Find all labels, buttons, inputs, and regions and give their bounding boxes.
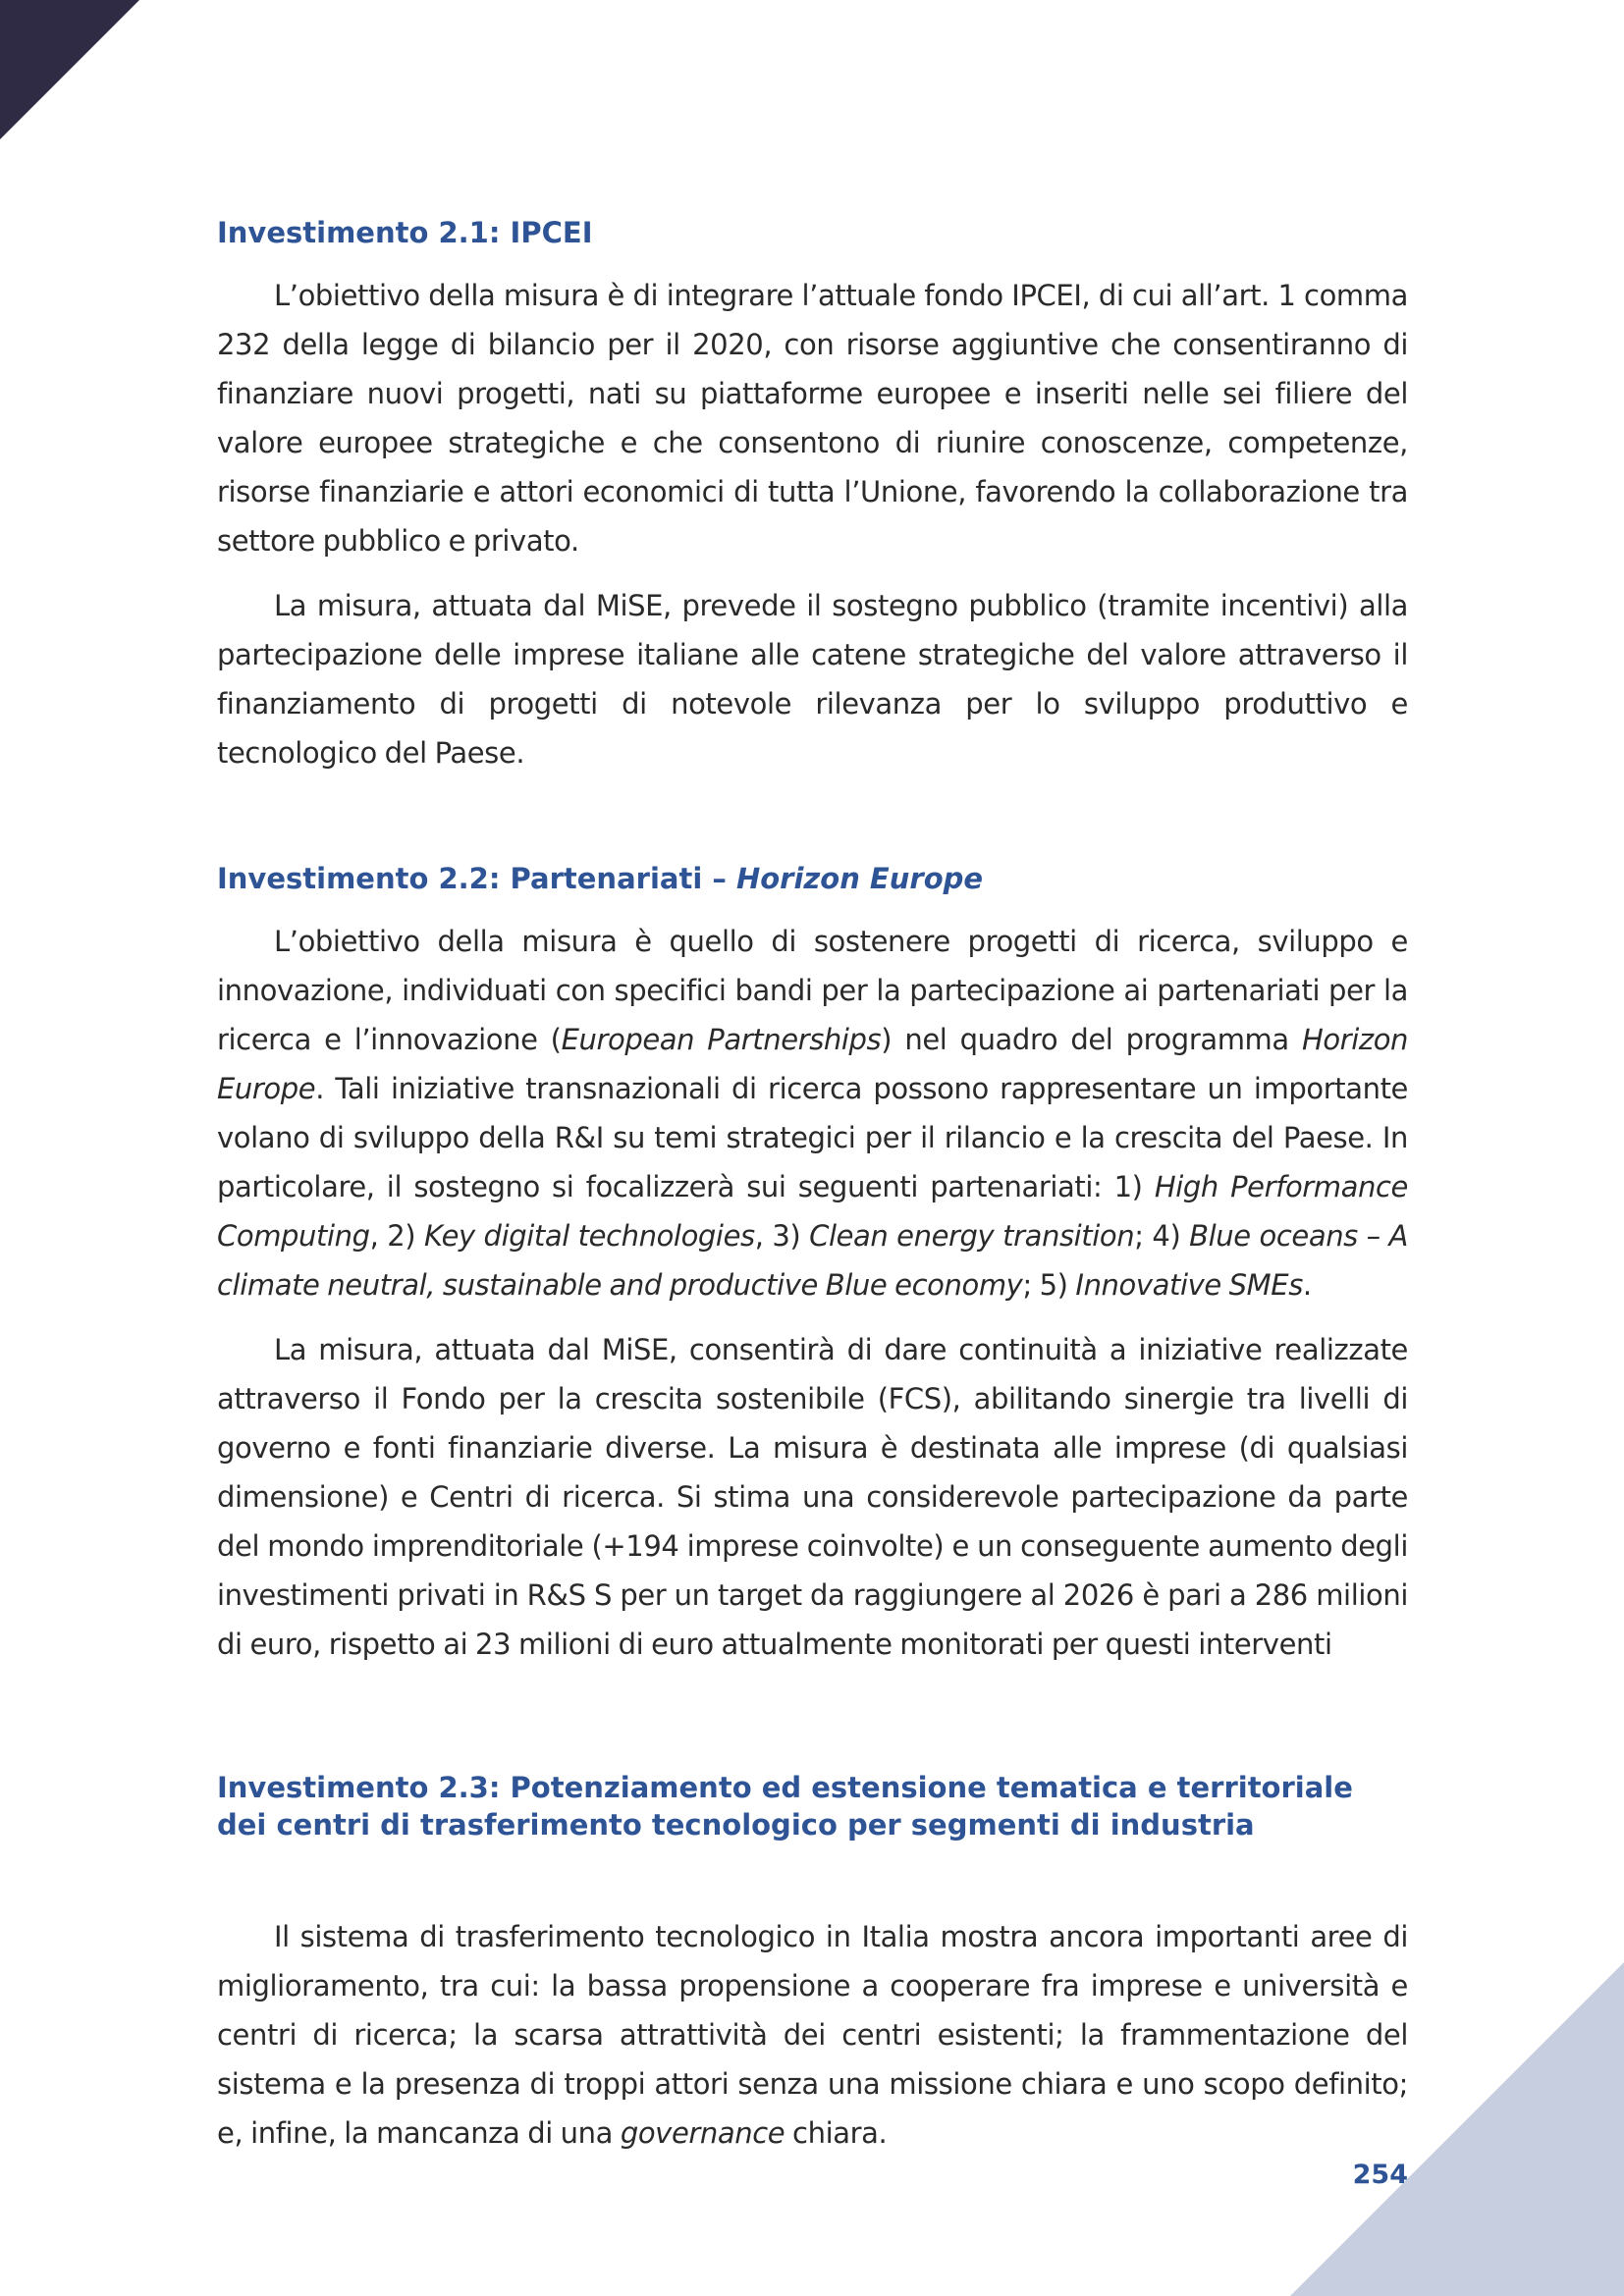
text-run: , 2) [369,1219,424,1253]
document-body [217,214,1408,2158]
italic-run: Blue oceans – A climate neutral, sustainable and productive Blue economy [217,1219,1408,1302]
italic-run: European Partnerships [561,1023,882,1056]
heading-investimento-2-2 [217,860,1408,897]
text-run: L’obiettivo della misura è quello di sostenere progetti di ricerca, sviluppo e innovazione, individuati con specifici bandi per la partecipazione ai partenariati per la ricerca e l’innovazione ( [217,925,1408,1056]
text-run: chiara. [785,2116,888,2150]
text-run: ; 4) [1134,1219,1190,1253]
italic-run: Innovative SMEs [1075,1268,1303,1302]
italic-run: High Performance Computing [217,1170,1408,1253]
text-run: , 3) [754,1219,810,1253]
text-run: ) nel quadro del programma [881,1023,1302,1056]
text-run: Il sistema di trasferimento tecnologico in Italia mostra ancora importanti aree di miglioramento, tra cui: la bassa propensione a cooperare fra imprese e università e centri di ricerca; la scarsa attrattività dei centri esistenti; la frammentazione del sistema e la presenza di troppi attori senza una missione chiara e uno scopo definito; e, infine, la mancanza di una [217,1920,1408,2150]
heading-investimento-2-3: Investimento 2.3: Potenziamento ed estensione tematica e territoriale dei centri di trasferimento tecnologico per segmenti di industria [217,1771,1353,1842]
heading-2-2-italic: Horizon Europe [735,862,984,895]
paragraph-2-2-measure: La misura, attuata dal MiSE, consentirà di dare continuità a iniziative realizzate attraverso il Fondo per la crescita sostenibile (FCS), abilitando sinergie tra livelli di governo e fonti finanziarie diverse. La misura è destinata alle imprese (di qualsiasi dimensione) e Centri di ricerca. Si stima una considerevole partecipazione da parte del mondo imprenditoriale (+194 imprese coinvolte) e un conseguente aumento degli investimenti privati in R&S S per un target da raggiungere al 2026 è pari a 286 milioni di euro, rispetto ai 23 milioni di euro attualmente monitorati per questi interventi [217,1333,1408,1661]
heading-investimento-2-1: Investimento 2.1: IPCEI [217,216,593,249]
italic-run: Key digital technologies [424,1219,755,1253]
paragraph-2-3-system [217,1912,1408,2158]
paragraph-2-2-objective [217,917,1408,1309]
page-number: 254 [1352,2160,1408,2190]
text-run: ; 5) [1022,1268,1076,1302]
text-run: . Tali iniziative transnazionali di ricerca possono rappresentare un importante volano di sviluppo della R&I su temi strategici per il rilancio e la crescita del Paese. In particolare, il sostegno si focalizzerà sui seguenti partenariati: 1) [217,1072,1408,1203]
heading-2-2-prefix: Investimento 2.2: Partenariati – [217,862,736,895]
paragraph-2-1-measure: La misura, attuata dal MiSE, prevede il sostegno pubblico (tramite incentivi) alla partecipazione delle imprese italiane alle catene strategiche del valore attraverso il finanziamento di progetti di notevole rilevanza per lo sviluppo produttivo e tecnologico del Paese. [217,589,1408,770]
paragraph-2-1-objective: L’obiettivo della misura è di integrare l’attuale fondo IPCEI, di cui all’art. 1 comma 232 della legge di bilancio per il 2020, con risorse aggiuntive che consentiranno di finanziare nuovi progetti, nati su piattaforme europee e inseriti nelle sei filiere del valore europee strategiche e che consentono di riunire conoscenze, competenze, risorse finanziarie e attori economici di tutta l’Unione, favorendo la collaborazione tra settore pubblico e privato. [217,279,1408,558]
italic-run: Clean energy transition [809,1219,1135,1253]
corner-decoration-top-left [0,0,139,139]
italic-run: Horizon Europe [217,1023,1409,1105]
text-run: . [1302,1268,1312,1302]
italic-run: governance [620,2116,785,2150]
